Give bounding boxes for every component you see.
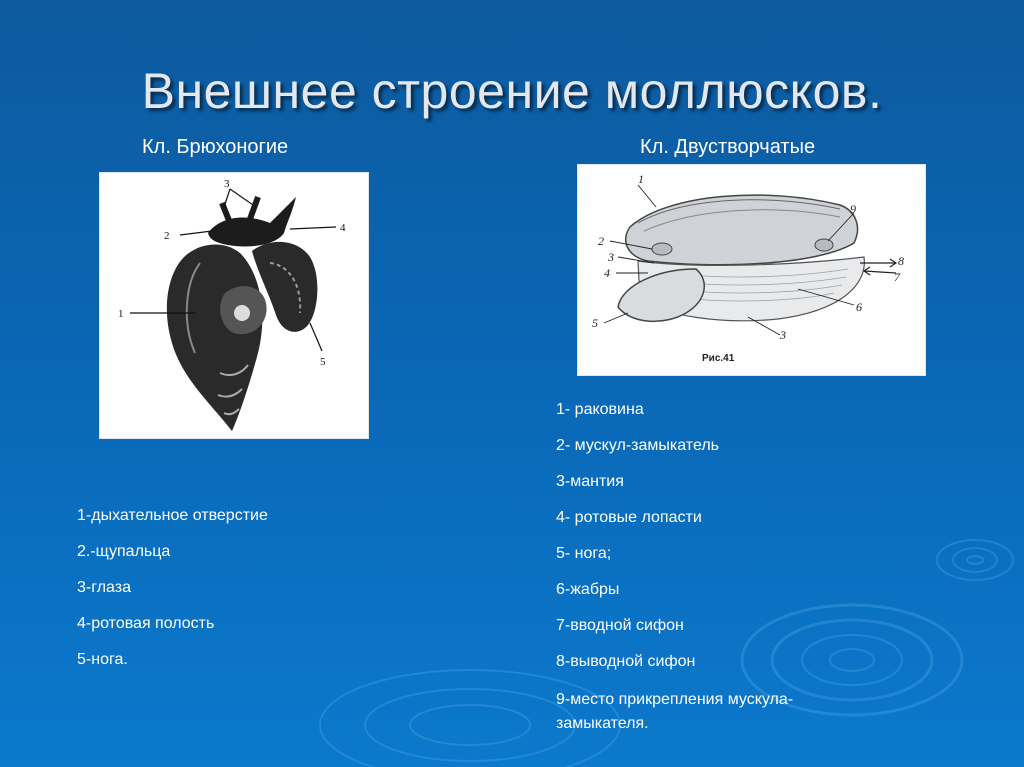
mussel-label-3b: 3 [780,328,786,342]
mussel-label-1: 1 [638,172,644,186]
snail-illustration [100,173,368,438]
list-item: 1- раковина [556,401,644,418]
list-item: 6-жабры [556,581,620,598]
snail-label-2: 2 [164,230,170,242]
mussel-label-2: 2 [598,234,604,248]
list-item: 5-нога. [77,651,128,668]
bivalve-figure [577,164,926,376]
gastropoda-legend [77,506,268,686]
list-item: 1-дыхательное отверстие [77,507,268,524]
snail-label-1: 1 [118,308,124,320]
list-item: 8-выводной сифон [556,653,696,670]
mussel-label-3a: 3 [608,250,614,264]
mussel-label-6: 6 [856,300,862,314]
slide-title: Внешнее строение моллюсков. [141,63,883,119]
list-item: 4-ротовая полость [77,615,215,632]
mussel-label-9: 9 [850,202,856,216]
snail-label-5: 5 [320,356,326,368]
list-item: 9-место прикрепления мускула-замыкателя. [556,691,794,732]
list-item: 2- мускул-замыкатель [556,437,719,454]
mussel-illustration [578,165,925,375]
list-item: 3-глаза [77,579,131,596]
mussel-label-8: 8 [898,254,904,268]
bivalvia-heading: Кл. Двустворчатые [640,136,816,158]
mussel-label-7: 7 [894,270,900,284]
list-item: 4- ротовые лопасти [556,509,702,526]
gastropoda-heading: Кл. Брюхоногие [142,136,289,158]
list-item: 3-мантия [556,473,624,490]
gastropod-figure [99,172,369,439]
mussel-label-4: 4 [604,266,610,280]
list-item: 2.-щупальца [77,543,171,560]
bivalvia-legend [556,400,876,736]
snail-label-3: 3 [224,178,230,190]
list-item: 7-вводной сифон [556,617,684,634]
snail-label-4: 4 [340,222,346,234]
list-item: 5- нога; [556,545,612,562]
figure-caption: Рис.41 [702,353,735,364]
mussel-label-5: 5 [592,316,598,330]
